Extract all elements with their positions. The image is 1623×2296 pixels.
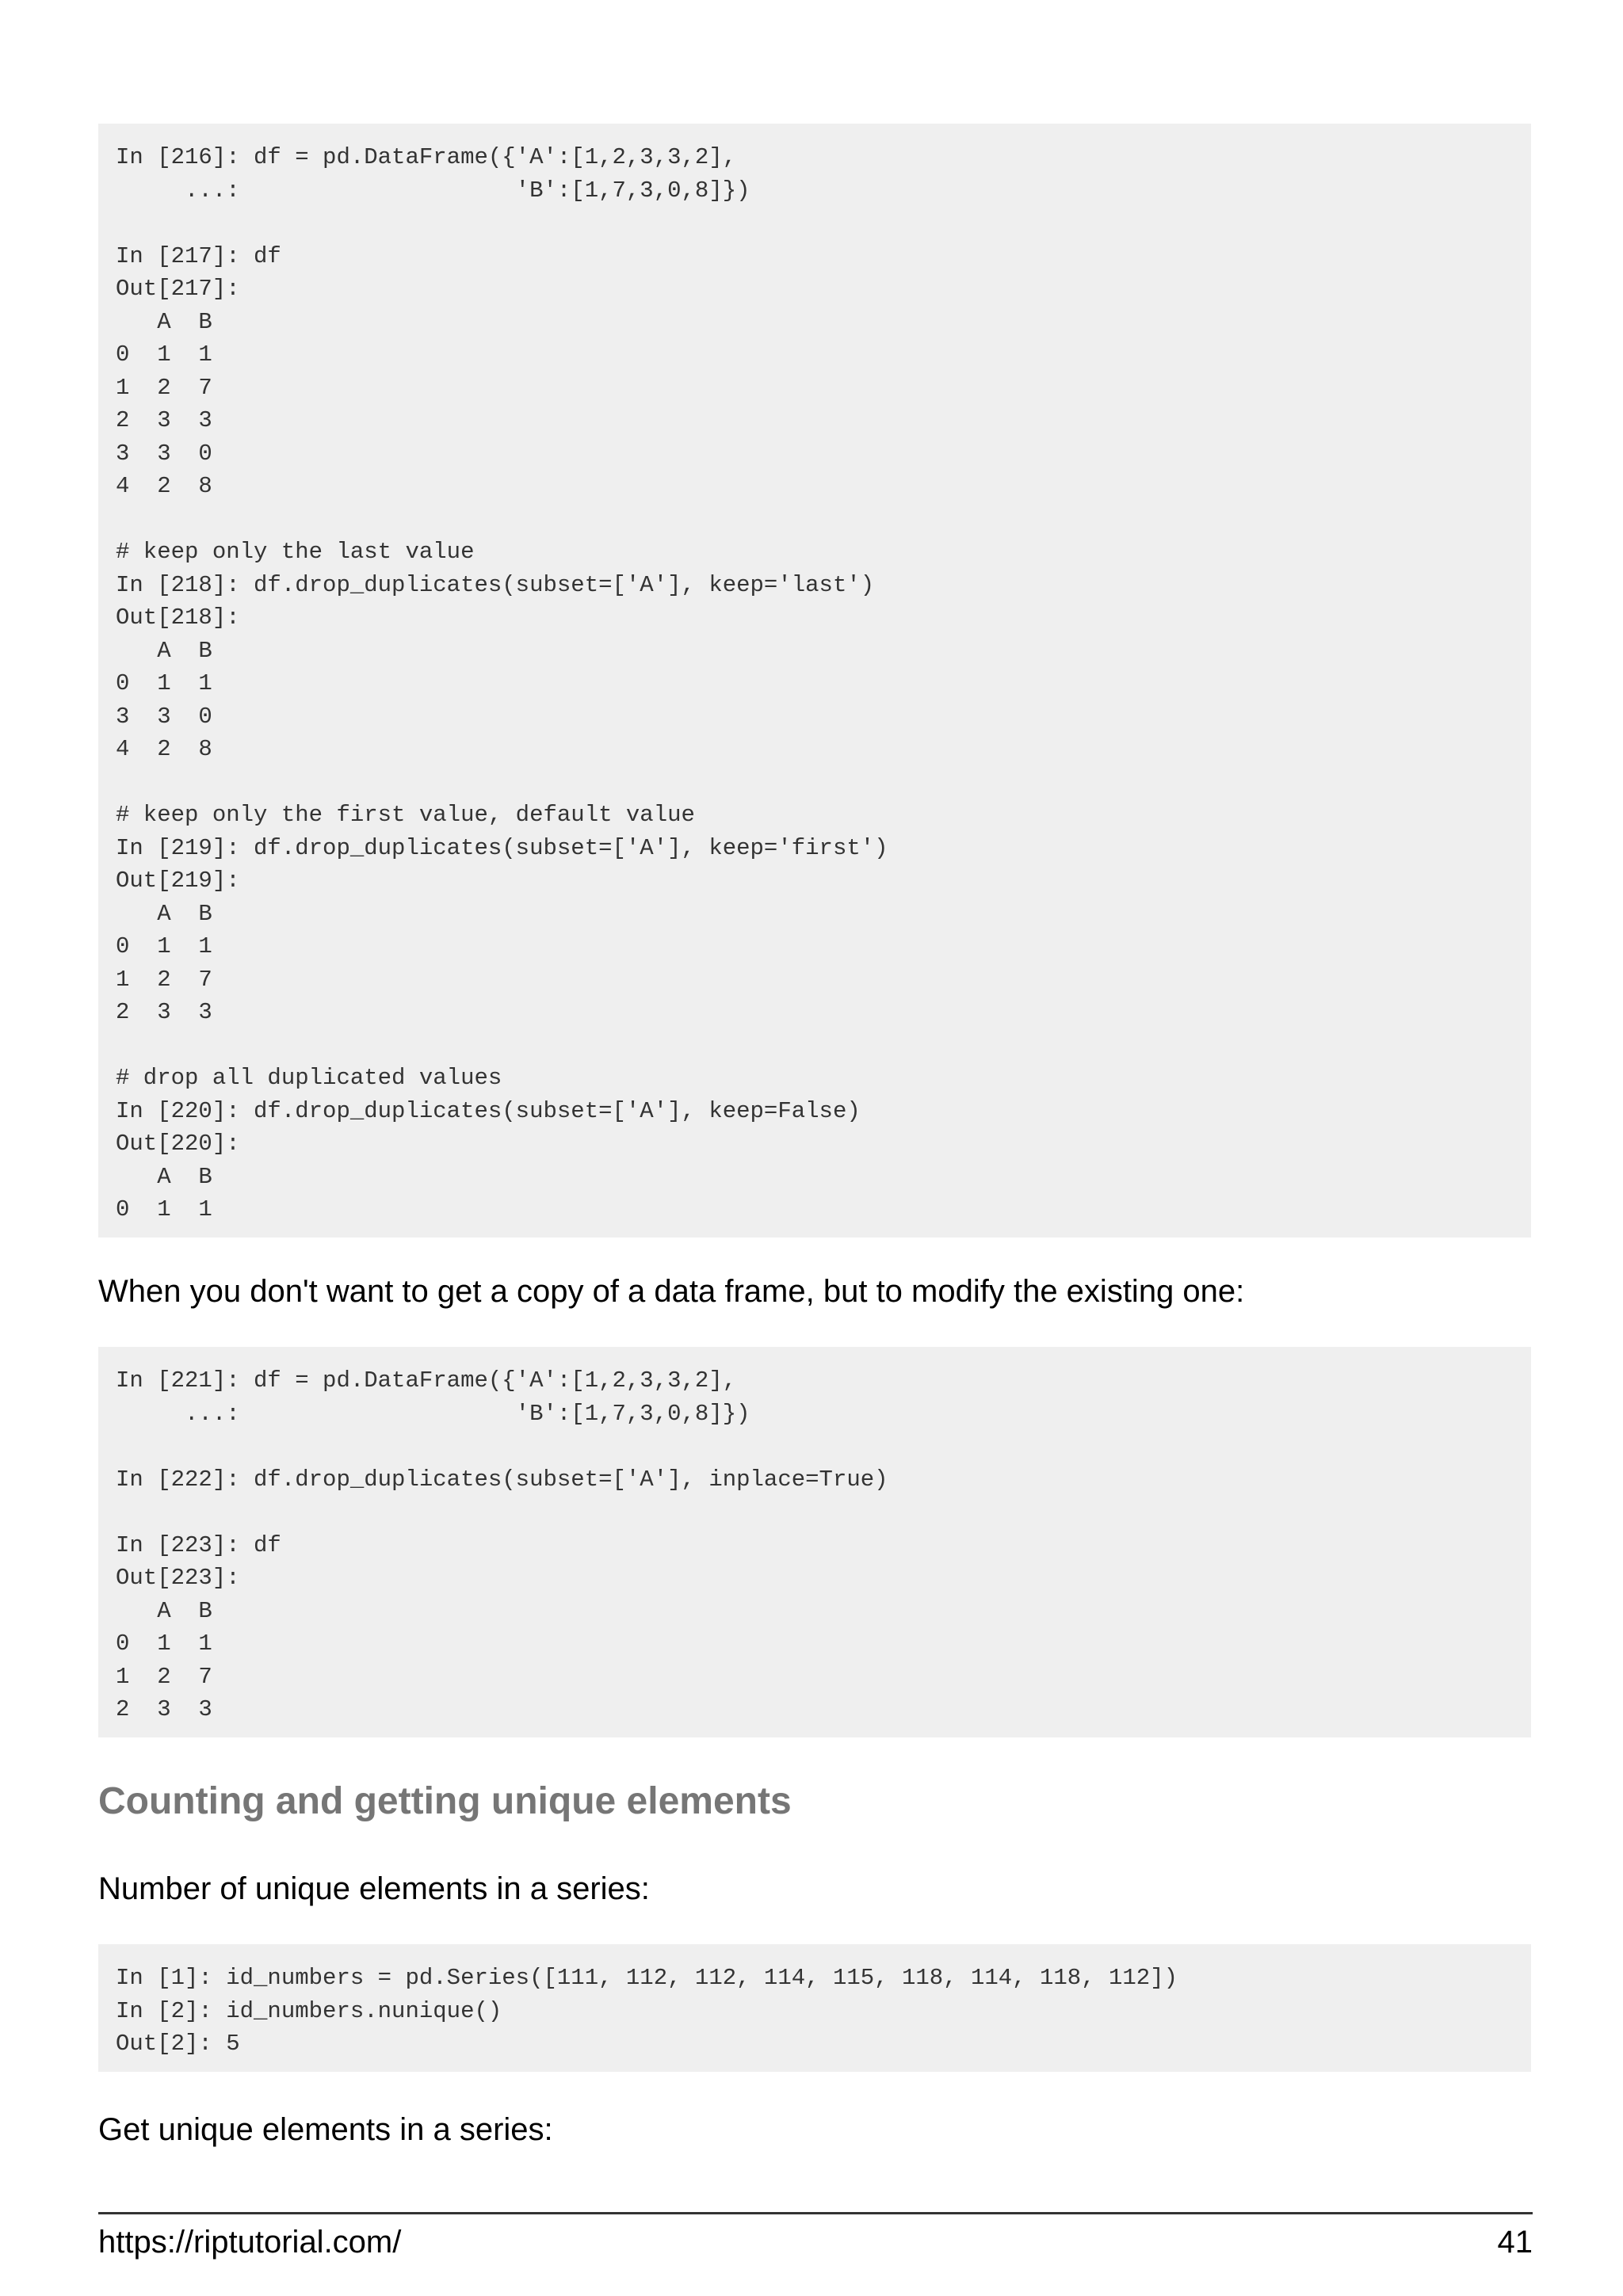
code-line: 4 2 8 bbox=[116, 473, 212, 499]
code-line: 0 1 1 bbox=[116, 341, 212, 368]
code-line: 1 2 7 bbox=[116, 1663, 212, 1690]
code-line: In [221]: df = pd.DataFrame({'A':[1,2,3,3,2], bbox=[116, 1367, 737, 1394]
code-line: 0 1 1 bbox=[116, 1196, 212, 1222]
code-line: 0 1 1 bbox=[116, 1630, 212, 1657]
code-block-drop-duplicates bbox=[98, 124, 1531, 1238]
code-line: # keep only the first value, default value bbox=[116, 802, 695, 828]
code-line bbox=[116, 1430, 1514, 1463]
code-line: A B bbox=[116, 1597, 212, 1624]
code-line: 2 3 3 bbox=[116, 1696, 212, 1722]
footer-url-link[interactable]: https://riptutorial.com/ bbox=[98, 2225, 402, 2260]
code-line: In [222]: df.drop_duplicates(subset=['A'], inplace=True) bbox=[116, 1466, 888, 1493]
code-line: Out[218]: bbox=[116, 605, 240, 631]
code-line bbox=[116, 207, 1514, 240]
code-line: A B bbox=[116, 1163, 212, 1190]
code-line: # keep only the last value bbox=[116, 539, 475, 565]
code-line: A B bbox=[116, 308, 212, 335]
code-line: Out[223]: bbox=[116, 1565, 240, 1591]
code-line: Out[219]: bbox=[116, 868, 240, 894]
paragraph-inplace-intro: When you don't want to get a copy of a data frame, but to modify the existing one: bbox=[98, 1274, 1245, 1309]
code-line: In [219]: df.drop_duplicates(subset=['A'], keep='first') bbox=[116, 834, 888, 861]
code-line: Out[220]: bbox=[116, 1131, 240, 1157]
code-line: In [216]: df = pd.DataFrame({'A':[1,2,3,3,2], bbox=[116, 144, 737, 170]
code-block-nunique bbox=[98, 1944, 1531, 2072]
paragraph-nunique-intro: Number of unique elements in a series: bbox=[98, 1871, 650, 1906]
code-line: In [217]: df bbox=[116, 242, 281, 269]
section-heading: Counting and getting unique elements bbox=[98, 1780, 792, 1822]
code-line: A B bbox=[116, 637, 212, 664]
code-line bbox=[116, 1496, 1514, 1529]
code-line bbox=[116, 766, 1514, 799]
footer-divider bbox=[98, 2212, 1533, 2214]
code-line: Out[217]: bbox=[116, 276, 240, 302]
code-line bbox=[116, 503, 1514, 536]
code-line: In [218]: df.drop_duplicates(subset=['A'], keep='last') bbox=[116, 571, 875, 598]
code-line: In [223]: df bbox=[116, 1531, 281, 1558]
code-line: 4 2 8 bbox=[116, 736, 212, 762]
code-line: 0 1 1 bbox=[116, 933, 212, 959]
code-line: 3 3 0 bbox=[116, 703, 212, 730]
code-line: # drop all duplicated values bbox=[116, 1065, 502, 1091]
paragraph-unique-intro: Get unique elements in a series: bbox=[98, 2112, 553, 2147]
code-line: 0 1 1 bbox=[116, 670, 212, 696]
code-line: 1 2 7 bbox=[116, 966, 212, 993]
footer-page-number: 41 bbox=[1497, 2225, 1533, 2260]
code-line: A B bbox=[116, 900, 212, 927]
code-line: 2 3 3 bbox=[116, 999, 212, 1025]
code-line: In [2]: id_numbers.nunique() bbox=[116, 1997, 502, 2024]
code-line: In [220]: df.drop_duplicates(subset=['A'], keep=False) bbox=[116, 1097, 861, 1124]
code-line: ...: 'B':[1,7,3,0,8]}) bbox=[116, 177, 750, 204]
code-line: ...: 'B':[1,7,3,0,8]}) bbox=[116, 1400, 750, 1427]
code-line: Out[2]: 5 bbox=[116, 2031, 240, 2057]
code-line: 3 3 0 bbox=[116, 440, 212, 467]
code-line bbox=[116, 1029, 1514, 1062]
code-line: In [1]: id_numbers = pd.Series([111, 112, 112, 114, 115, 118, 114, 118, 112]) bbox=[116, 1965, 1178, 1991]
code-block-inplace bbox=[98, 1347, 1531, 1737]
code-line: 1 2 7 bbox=[116, 374, 212, 401]
code-line: 2 3 3 bbox=[116, 407, 212, 433]
